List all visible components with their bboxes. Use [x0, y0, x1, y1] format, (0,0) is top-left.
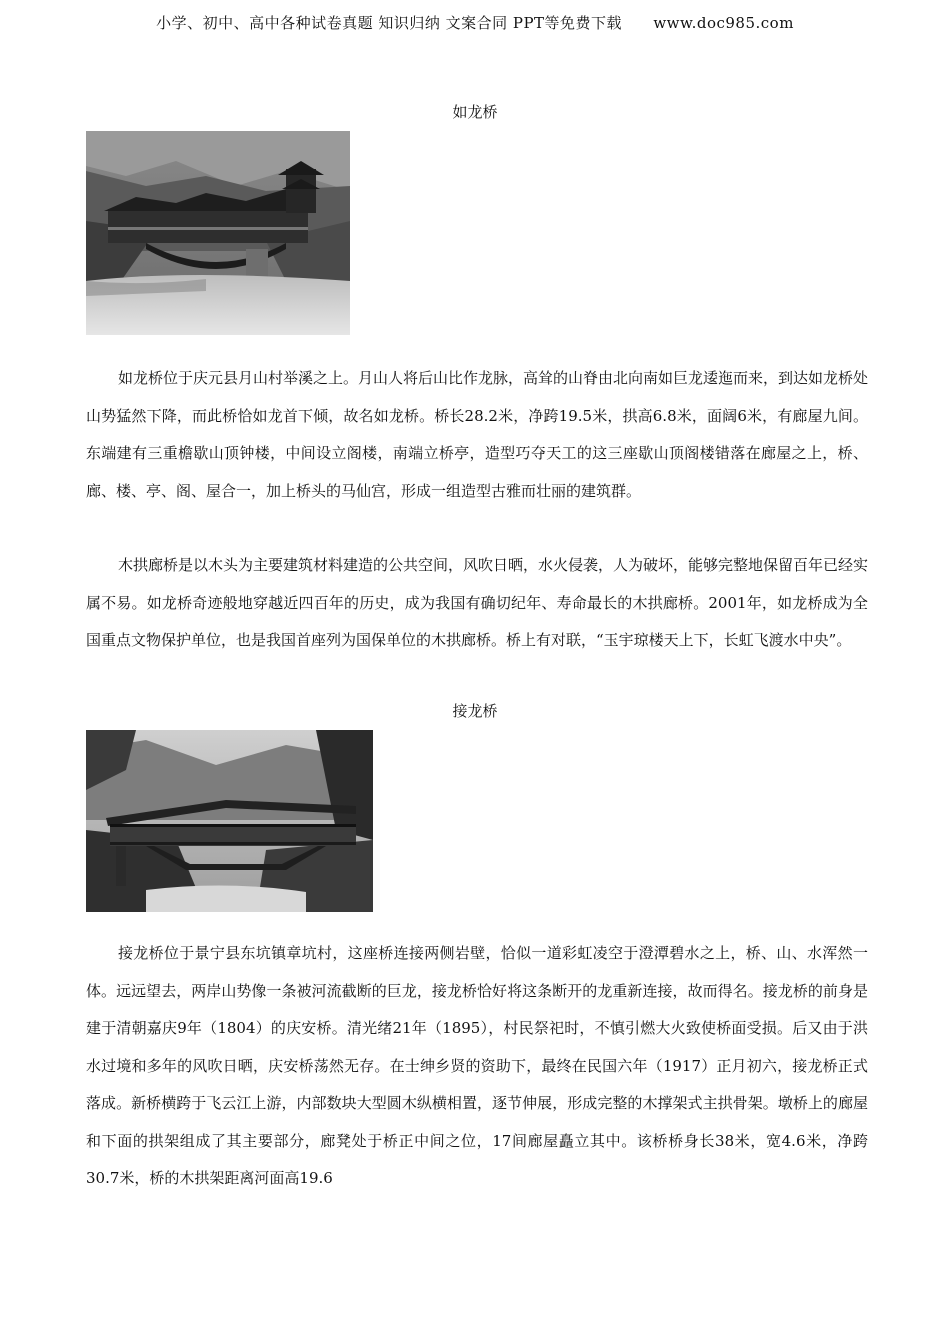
rulong-paragraph-1: 如龙桥位于庆元县月山村举溪之上。月山人将后山比作龙脉，高耸的山脊由北向南如巨龙逶迤而来，到达如龙桥处山势猛然下降，而此桥恰如龙首下倾，故名如龙桥。桥长28.2米，净跨19.5米，拱高6.8米，面阔6米，有廊屋九间。东端建有三重檐歇山顶钟楼，中间设立阁楼，南端立桥亭，造型巧夺天工的这三座歇山顶阁楼错落在廊屋之上，桥、廊、楼、亭、阁、屋合一，加上桥头的马仙宫，形成一组造型古雅而壮丽的建筑群。 — [86, 369, 869, 500]
jielong-bridge-photo — [86, 730, 373, 912]
jielong-paragraph-1: 接龙桥位于景宁县东坑镇章坑村，这座桥连接两侧岩壁，恰似一道彩虹凌空于澄潭碧水之上，桥、山、水浑然一体。远远望去，两岸山势像一条被河流截断的巨龙，接龙桥恰好将这条断开的龙重新连接，故而得名。接龙桥的前身是建于清朝嘉庆9年（1804）的庆安桥。清光绪21年（1895），村民祭祀时，不慎引燃大火致使桥面受损。后又由于洪水过境和多年的风吹日晒，庆安桥荡然无存。在士绅乡贤的资助下，最终在民国六年（1917）正月初六，接龙桥正式落成。新桥横跨于飞云江上游，内部数块大型圆木纵横相置，逐节伸展，形成完整的木撑架式主拱骨架。墩桥上的廊屋和下面的拱架组成了其主要部分，廊凳处于桥正中间之位，17间廊屋矗立其中。该桥桥身长38米，宽4.6米，净跨30.7米，桥的木拱架距离河面高19.6 — [86, 944, 868, 1187]
rulong-paragraph-2: 木拱廊桥是以木头为主要建筑材料建造的公共空间，风吹日晒，水火侵袭，人为破坏，能够完整地保留百年已经实属不易。如龙桥奇迹般地穿越近四百年的历史，成为我国有确切纪年、寿命最长的木拱廊桥。2001年，如龙桥成为全国重点文物保护单位，也是我国首座列为国保单位的木拱廊桥。桥上有对联，“玉宇琼楼天上下，长虹飞渡水中央”。 — [86, 556, 869, 649]
rulong-bridge-photo — [86, 131, 350, 335]
section-title-jielong: 接龙桥 — [452, 702, 498, 720]
section-title-rulong: 如龙桥 — [452, 103, 498, 121]
header-site-link[interactable]: www.doc985.com — [653, 14, 794, 32]
page-header — [0, 12, 950, 33]
header-text: 小学、初中、高中各种试卷真题 知识归纳 文案合同 PPT等免费下载 — [156, 14, 623, 32]
